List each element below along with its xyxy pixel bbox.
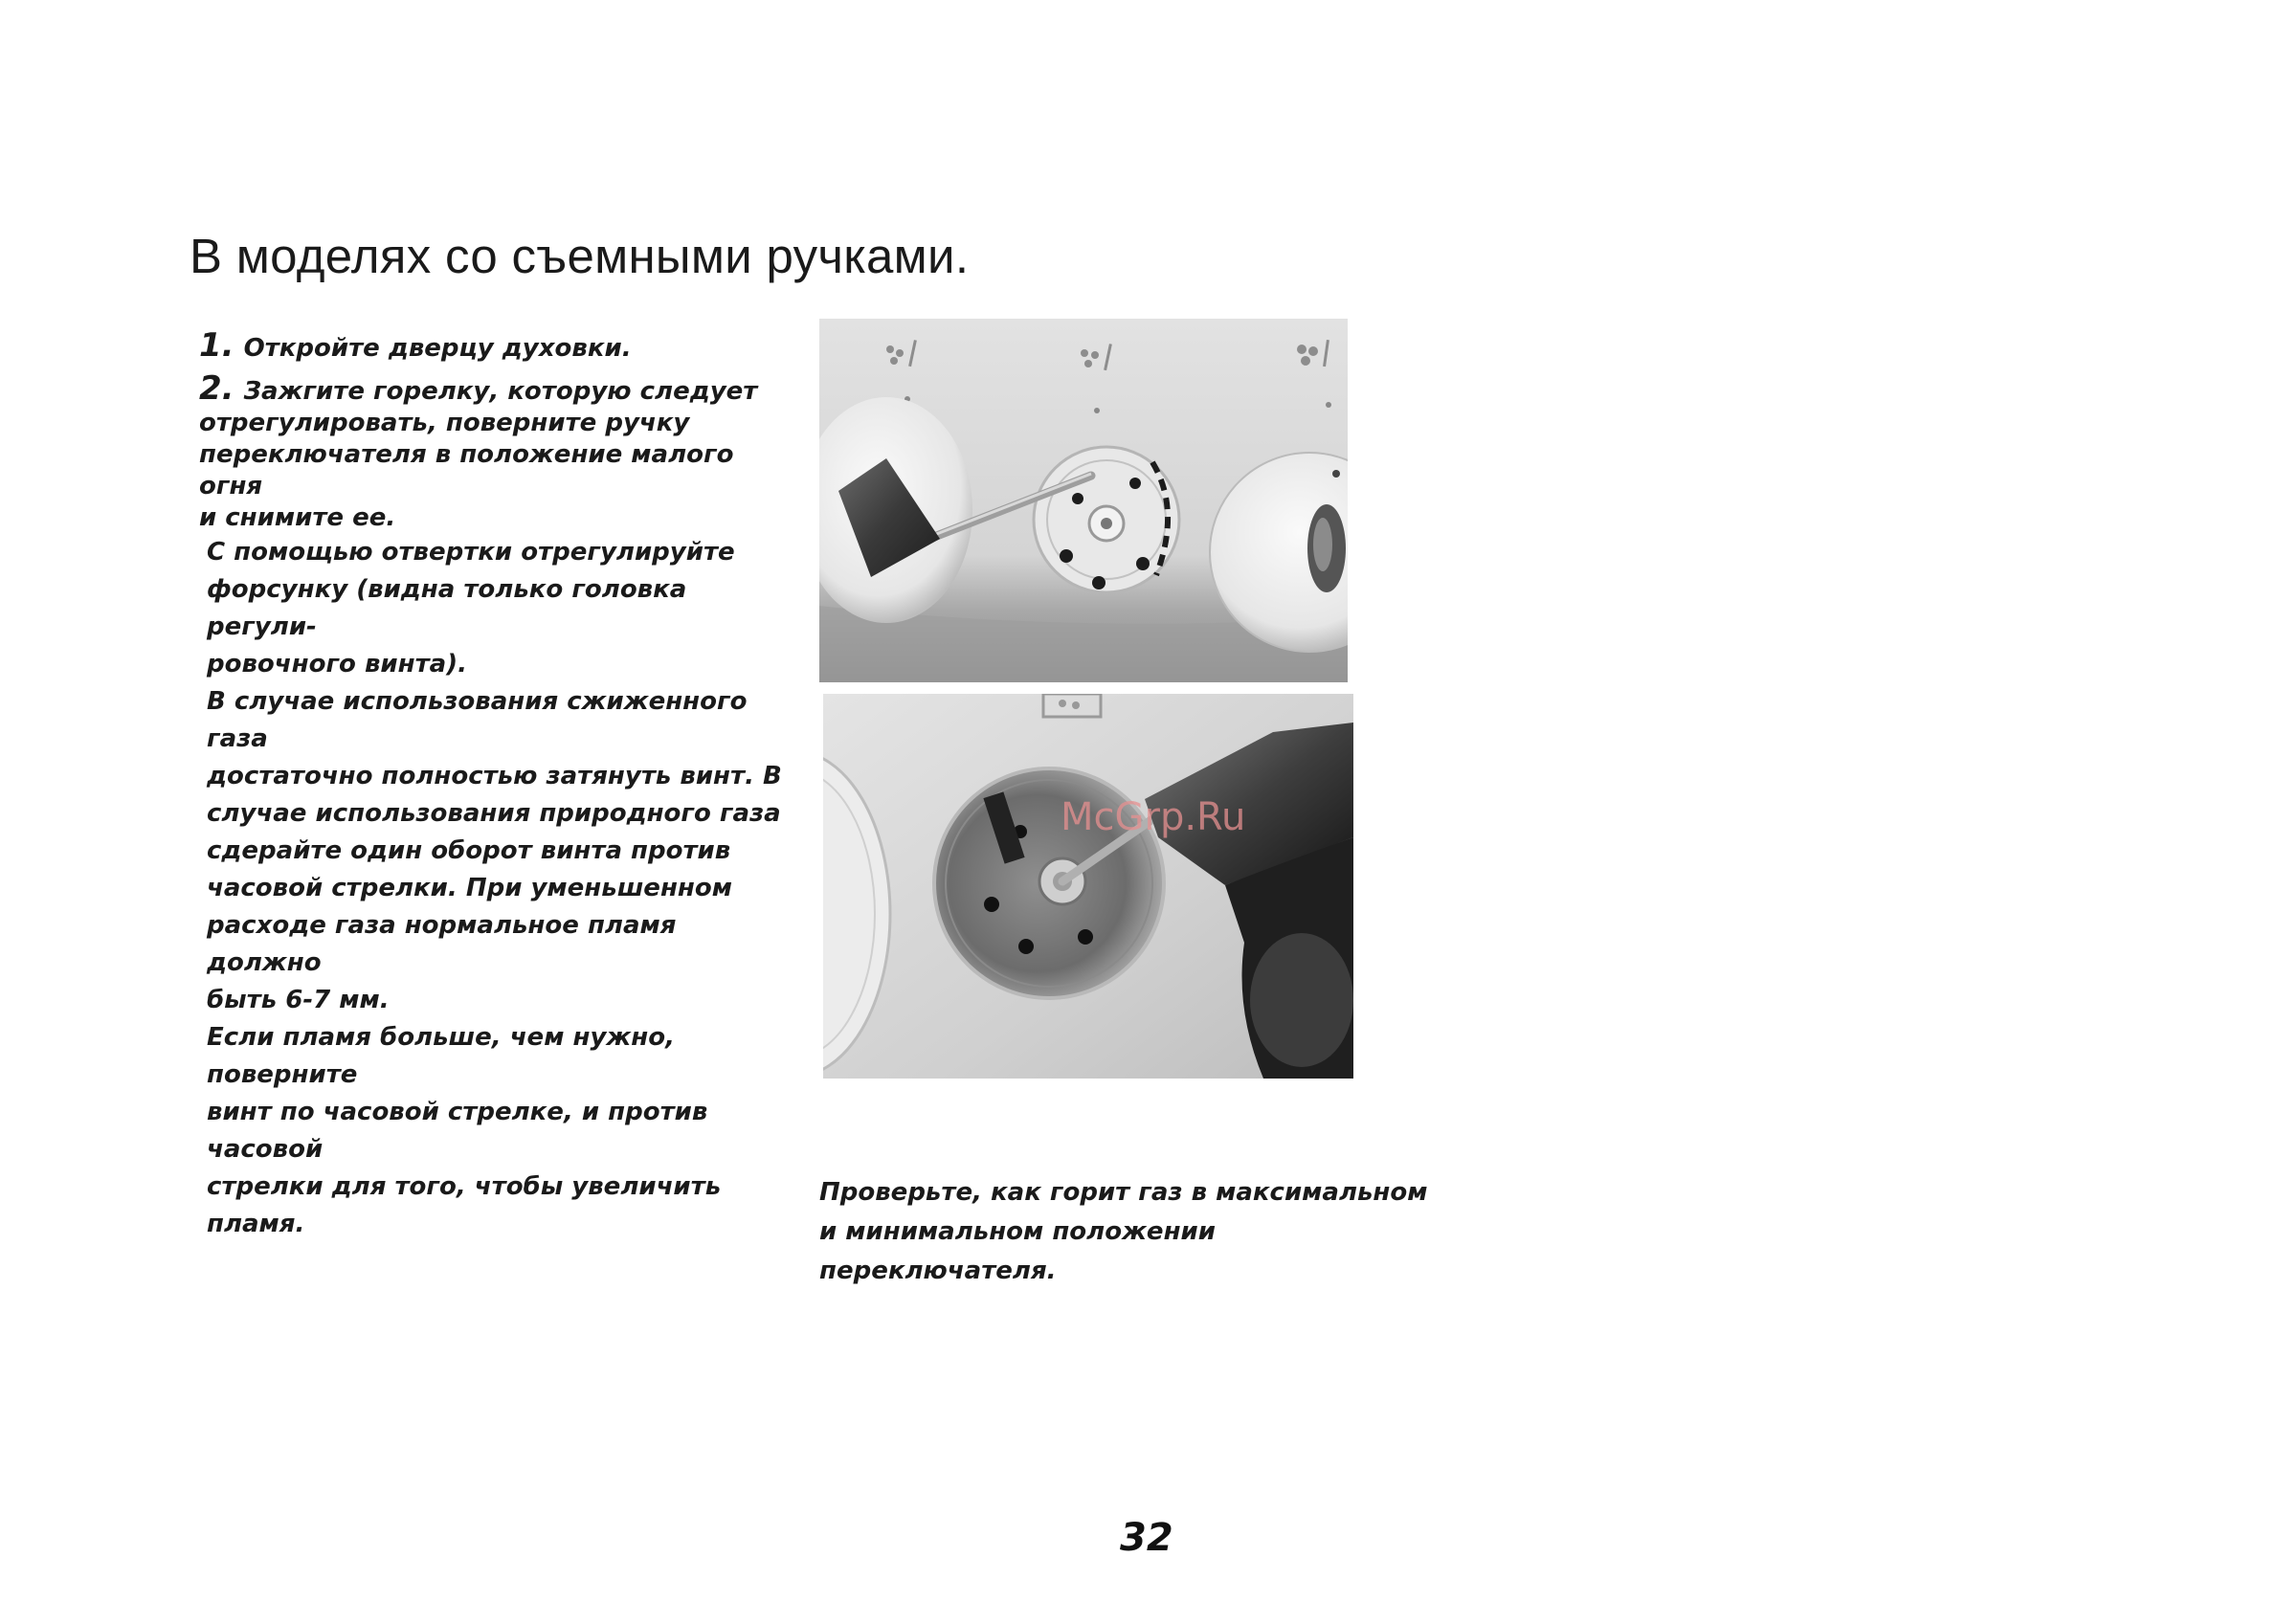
step-1 — [199, 327, 793, 367]
step-2 — [199, 369, 793, 534]
body-line: случае использования природного газа — [207, 799, 781, 828]
instructions-block — [199, 327, 793, 1243]
body-line: расходе газа нормальное пламя должно — [207, 911, 677, 977]
body-line: Если пламя больше, чем нужно, поверните — [207, 1023, 675, 1089]
body-line: С помощью отвертки отрегулируйте — [207, 538, 735, 567]
photo-caption — [819, 1173, 1432, 1291]
body-text — [199, 534, 793, 1243]
step-text-line: переключателя в положение малого огня — [199, 440, 734, 501]
page-heading: В моделях со съемными ручками. — [190, 229, 970, 283]
body-line: винт по часовой стрелке, и против часовой — [207, 1098, 708, 1164]
caption-line: Проверьте, как горит газ в максимальном — [819, 1178, 1428, 1207]
body-line: часовой стрелки. При уменьшенном — [207, 874, 732, 902]
body-line: форсунку (видна только головка регули- — [207, 575, 687, 641]
watermark-text: McGrp.Ru — [1061, 795, 1246, 839]
photo-tap-closeup — [823, 694, 1353, 1079]
step-text-line: и снимите ее. — [199, 503, 396, 532]
step-text-line: Зажгите горелку, которую следует — [243, 377, 758, 406]
step-number: 2. — [199, 369, 234, 408]
body-line: быть 6-7 мм. — [207, 986, 390, 1014]
step-text: Откройте дверцу духовки. — [243, 334, 632, 363]
caption-line: и минимальном положении переключателя. — [819, 1217, 1216, 1285]
step-text-line: отрегулировать, поверните ручку — [199, 409, 690, 437]
body-line: ровочного винта). — [207, 650, 467, 679]
page-number: 32 — [1120, 1516, 1173, 1560]
body-line: стрелки для того, чтобы увеличить пламя. — [207, 1172, 722, 1238]
photo-screwdriver-adjustment — [819, 319, 1348, 682]
step-number: 1. — [199, 326, 234, 365]
body-line: сдерайте один оборот винта против — [207, 836, 731, 865]
body-line: В случае использования сжиженного газа — [207, 687, 748, 753]
body-line: достаточно полностью затянуть винт. В — [207, 762, 782, 790]
